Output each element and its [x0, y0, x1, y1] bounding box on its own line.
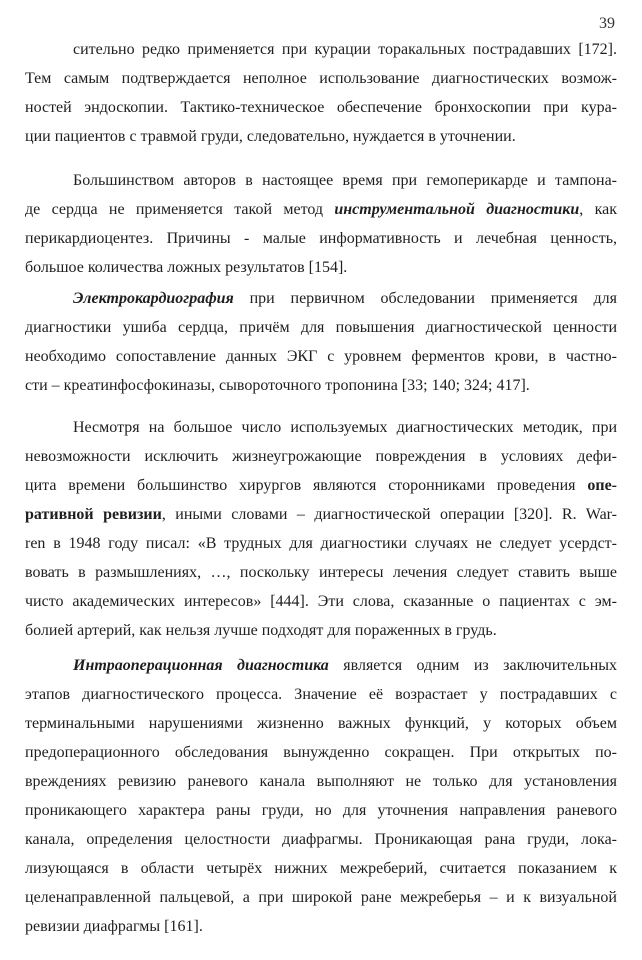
text-line	[73, 289, 617, 309]
text-line	[25, 229, 617, 249]
text-line	[25, 127, 516, 147]
text-line	[73, 418, 617, 438]
text-line	[25, 830, 617, 850]
text-line	[25, 801, 617, 821]
text-line	[25, 592, 617, 612]
text-line	[25, 685, 617, 705]
text-run: ren в 1948 году писал: «В трудных для диагностики случаях не следует усердст-	[25, 535, 617, 552]
emphasized-term: Интраоперационная диагностика	[73, 657, 329, 674]
text-run: ции пациентов с травмой груди, следовательно, нуждается в уточнении.	[25, 128, 516, 145]
text-run: ревизии диафрагмы [161].	[25, 918, 203, 935]
text-line	[25, 318, 617, 338]
text-run: цита времени большинство хирургов являются сторонниками проведения	[25, 477, 588, 494]
text-line	[25, 476, 617, 496]
text-run: лизующаяся в области четырёх нижних межреберий, считается показанием к	[25, 860, 617, 877]
text-line	[25, 534, 617, 554]
emphasized-term: ративной ревизии	[25, 506, 162, 523]
text-run: перикардиоцентез. Причины - малые информативность и лечебная ценность,	[25, 230, 617, 247]
text-line	[25, 258, 347, 278]
text-run: предоперационного обследования вынужденно сокращен. При открытых по-	[25, 744, 617, 761]
text-line	[25, 714, 617, 734]
text-run: де сердца не применяется такой метод	[25, 201, 335, 218]
text-run: канала, определения целостности диафрагмы. Проникающая рана груди, лока-	[25, 831, 617, 848]
page-number: 39	[599, 15, 615, 32]
text-line	[25, 563, 617, 583]
text-run: вреждениях ревизию раневого канала выполняют не только для установления	[25, 773, 617, 790]
text-line	[25, 347, 617, 367]
text-run: , как	[579, 201, 618, 218]
text-line	[25, 376, 530, 396]
text-line	[25, 888, 617, 908]
text-line	[25, 917, 203, 937]
emphasized-term: опе-	[587, 477, 617, 494]
text-run: чисто академических интересов» [444]. Эти слова, сказанные о пациентах с эм-	[25, 593, 617, 610]
text-run: , иными словами – диагностической операции [320]. R. War-	[161, 506, 617, 523]
text-run: Тем самым подтверждается неполное использование диагностических возмож-	[25, 70, 617, 87]
text-line	[25, 859, 617, 879]
text-run: Несмотря на большое число используемых диагностических методик, при	[73, 419, 617, 436]
text-line	[73, 656, 617, 676]
text-run: необходимо сопоставление данных ЭКГ с уровнем ферментов крови, в частно-	[25, 348, 617, 365]
text-line	[25, 98, 617, 118]
text-line	[25, 743, 617, 763]
text-run: ностей эндоскопии. Тактико-техническое обеспечение бронхоскопии при кура-	[25, 99, 617, 116]
text-run: при первичном обследовании применяется для	[233, 290, 617, 307]
text-run: Большинством авторов в настоящее время при гемоперикарде и тампона-	[73, 172, 617, 189]
text-line	[73, 40, 617, 60]
text-run: является одним из заключительных	[328, 657, 618, 674]
text-line	[25, 772, 617, 792]
text-run: целенаправленной пальцевой, а при широкой ране межреберья – и к визуальной	[25, 889, 617, 906]
text-run: большое количества ложных результатов [154].	[25, 259, 348, 276]
text-run: терминальными нарушениями жизненно важных функций, у которых объем	[25, 715, 617, 732]
text-line	[25, 621, 497, 641]
emphasized-term: Электрокардиография	[73, 290, 234, 307]
text-line	[25, 69, 617, 89]
text-run: невозможности исключить жизнеугрожающие повреждения в условиях дефи-	[25, 448, 617, 465]
text-line	[25, 505, 617, 525]
emphasized-term: инструментальной диагностики	[334, 201, 580, 218]
text-run: болией артерий, как нельзя лучше подходят для пораженных в грудь.	[25, 622, 497, 639]
text-run: проникающего характера раны груди, но для уточнения направления раневого	[25, 802, 617, 819]
text-run: этапов диагностического процесса. Значение её возрастает у пострадавших с	[25, 686, 617, 703]
text-run: сти – креатинфосфокиназы, сывороточного тропонина [33; 140; 324; 417].	[25, 377, 530, 394]
text-run: диагностики ушиба сердца, причём для повышения диагностической ценности	[25, 319, 617, 336]
text-line	[25, 447, 617, 467]
text-run: сительно редко применяется при курации торакальных пострадавших [172].	[73, 41, 617, 58]
text-line	[73, 171, 617, 191]
text-line	[25, 200, 617, 220]
text-run: вовать в размышлениях, …, поскольку интересы лечения следует ставить выше	[25, 564, 617, 581]
